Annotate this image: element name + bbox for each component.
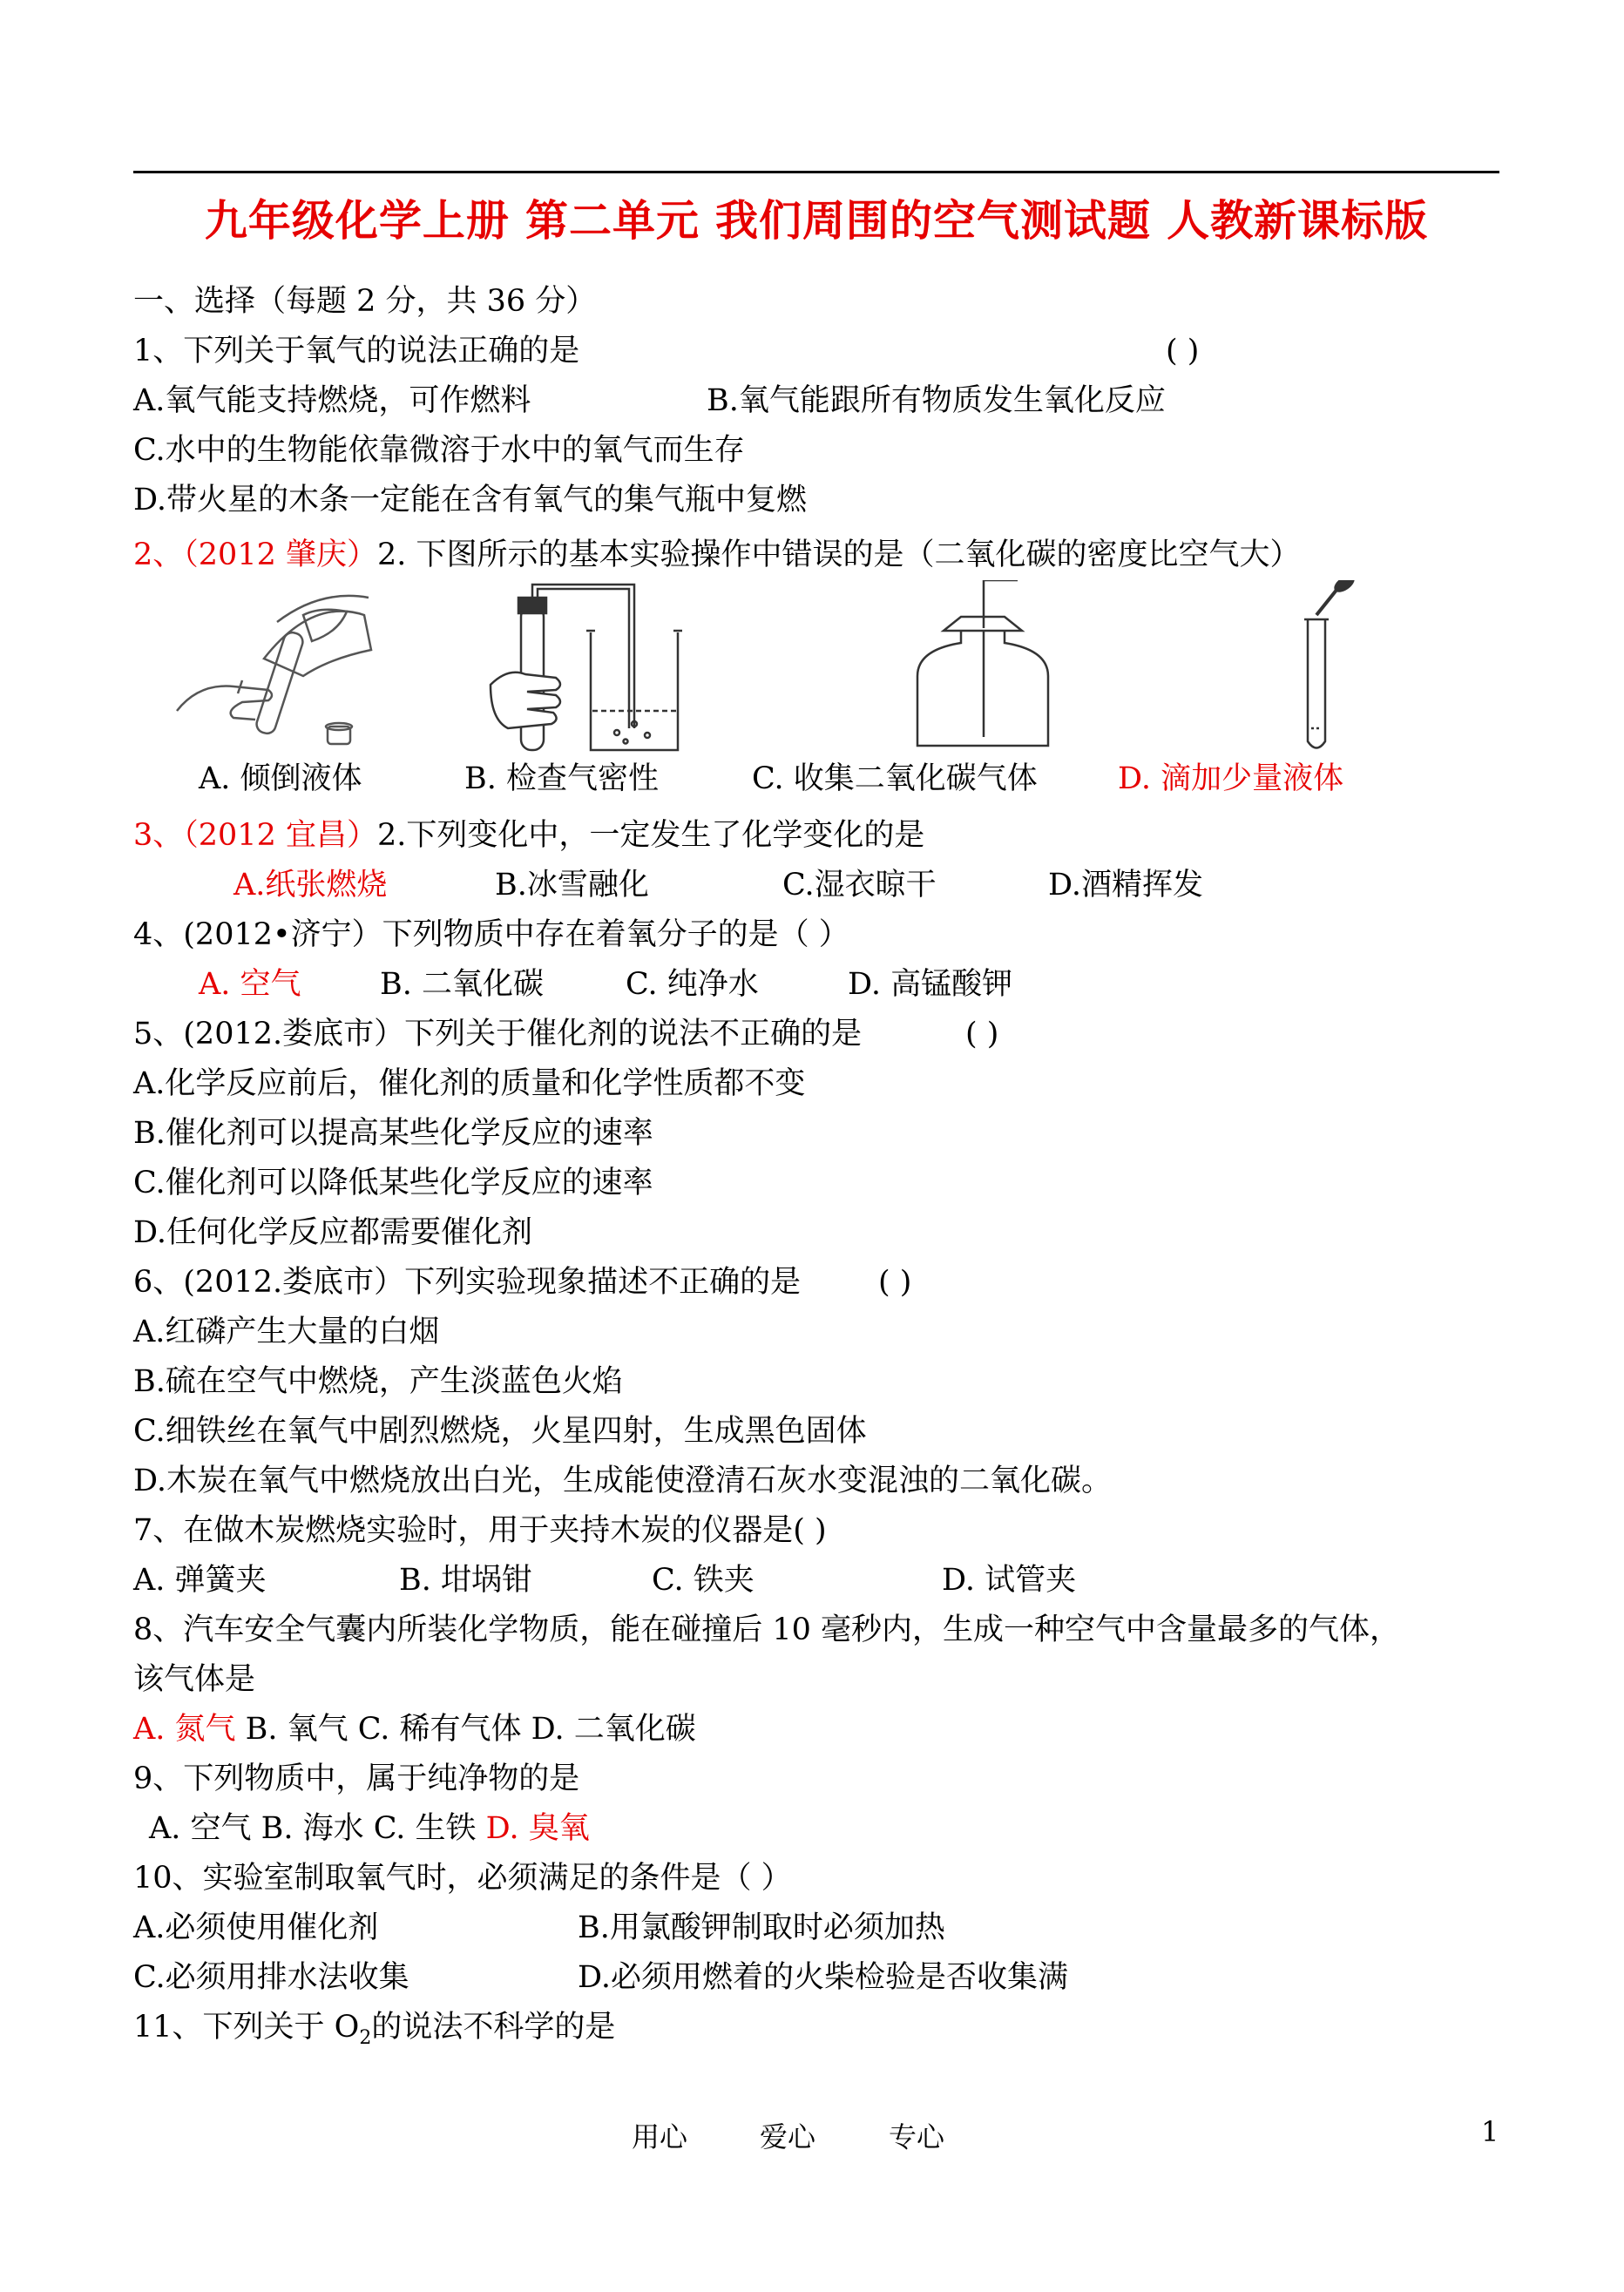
question-9: 9、下列物质中，属于纯净物的是	[133, 1761, 580, 1796]
question-4: 4、(2012•济宁）下列物质中存在着氧分子的是（ ）	[133, 917, 849, 952]
option-b: B.冰雪融化	[495, 868, 649, 903]
option-b: B.硫在空气中燃烧，产生淡蓝色火焰	[133, 1364, 623, 1399]
options-row	[133, 861, 1499, 910]
option-a: A.纸张燃烧	[233, 868, 388, 903]
option-a: A. 氮气	[133, 1712, 236, 1747]
option-a: A. 空气	[199, 967, 301, 1002]
option-a: A.化学反应前后，催化剂的质量和化学性质都不变	[133, 1066, 806, 1101]
section-heading: 一、选择（每题 2 分，共 36 分）	[133, 284, 597, 319]
question-1	[133, 327, 1499, 376]
answer-bracket: ( )	[1166, 334, 1200, 368]
options-rest: A. 空气 B. 海水 C. 生铁	[149, 1811, 486, 1846]
options-row	[133, 376, 1499, 426]
caption-a: A. 倾倒液体	[199, 761, 362, 796]
option-c: C.水中的生物能依靠微溶于水中的氧气而生存	[133, 433, 745, 468]
option-a: A.氧气能支持燃烧，可作燃料	[133, 383, 531, 418]
option-b: B. 二氧化碳	[380, 967, 544, 1002]
option-d: D. 试管夹	[942, 1563, 1077, 1598]
option-c: C.催化剂可以降低某些化学反应的速率	[133, 1166, 653, 1200]
caption-c: C. 收集二氧化碳气体	[752, 761, 1038, 796]
header-rule	[133, 171, 1499, 173]
question-stem: 2.下列变化中，一定发生了化学变化的是	[376, 818, 925, 853]
question-2	[133, 531, 1499, 580]
question-8-continued: 该气体是	[133, 1662, 256, 1697]
option-a: A.必须使用催化剂	[133, 1910, 379, 1945]
footer-text-2: 爱心	[760, 2120, 816, 2153]
option-c: C. 铁夹	[652, 1563, 754, 1598]
caption-b: B. 检查气密性	[464, 761, 659, 796]
option-c: C.必须用排水法收集	[133, 1960, 409, 1995]
footer-text-3: 专心	[889, 2120, 945, 2153]
answer-bracket: ( )	[965, 1017, 999, 1051]
options-row	[133, 1903, 1499, 1953]
option-d: D.带火星的木条一定能在含有氧气的集气瓶中复燃	[133, 483, 807, 517]
question-stem: 2. 下图所示的基本实验操作中错误的是（二氧化碳的密度比空气大）	[376, 538, 1301, 572]
dropper-test-tube-illustration	[1231, 580, 1405, 754]
caption-d: D. 滴加少量液体	[1118, 761, 1344, 796]
question-3	[133, 811, 1499, 861]
option-c: C.细铁丝在氧气中剧烈燃烧，火星四射，生成黑色固体	[133, 1414, 867, 1449]
question-10: 10、实验室制取氧气时，必须满足的条件是（ ）	[133, 1861, 792, 1896]
question-source: （2012 肇庆）	[183, 538, 377, 572]
options-row	[133, 1705, 1499, 1754]
options-rest: B. 氧气 C. 稀有气体 D. 二氧化碳	[235, 1712, 696, 1747]
options-row	[133, 1804, 1499, 1854]
option-d: D.酒精挥发	[1048, 868, 1203, 903]
gas-collection-bottle-illustration	[900, 580, 1074, 754]
subscript: 2	[359, 2027, 372, 2049]
options-row	[133, 1556, 1499, 1606]
question-6	[133, 1258, 1499, 1308]
option-d: D.木炭在氧气中燃烧放出白光，生成能使澄清石灰水变混浊的二氧化碳。	[133, 1464, 1112, 1498]
option-d: D. 臭氧	[485, 1811, 590, 1846]
options-row	[133, 960, 1499, 1010]
options-row	[133, 1953, 1499, 2003]
page-number: 1	[1481, 2115, 1499, 2148]
option-b: B.氧气能跟所有物质发生氧化反应	[707, 383, 1166, 418]
answer-bracket: ( )	[878, 1265, 912, 1300]
option-d: D.任何化学反应都需要催化剂	[133, 1215, 532, 1250]
question-stem: 5、(2012.娄底市）下列关于催化剂的说法不正确的是	[133, 1017, 863, 1051]
question-stem-end: 的说法不科学的是	[371, 2010, 616, 2045]
question-stem: 6、(2012.娄底市）下列实验现象描述不正确的是	[133, 1265, 802, 1300]
page-title: 九年级化学上册 第二单元 我们周围的空气测试题 人教新课标版	[204, 195, 1429, 246]
option-c: C.湿衣晾干	[782, 868, 937, 903]
footer-text-1: 用心	[632, 2120, 688, 2153]
question-5	[133, 1010, 1499, 1059]
figure-row	[133, 580, 1499, 754]
option-a: A.红磷产生大量的白烟	[133, 1315, 440, 1349]
question-7: 7、在做木炭燃烧实验时，用于夹持木炭的仪器是( )	[133, 1513, 827, 1548]
option-b: B.催化剂可以提高某些化学反应的速率	[133, 1116, 653, 1151]
question-stem: 1、下列关于氧气的说法正确的是	[133, 334, 580, 368]
question-11	[133, 2003, 1499, 2052]
question-stem: 11、下列关于 O	[133, 2010, 360, 2045]
pouring-liquid-illustration	[173, 580, 373, 754]
question-source: 3、（2012 宜昌）	[133, 818, 377, 853]
question-list	[133, 277, 1499, 2052]
figure-captions	[133, 754, 1499, 804]
option-b: B. 坩埚钳	[399, 1563, 532, 1598]
option-d: D.必须用燃着的火柴检验是否收集满	[578, 1960, 1068, 1995]
option-d: D. 高锰酸钾	[848, 967, 1013, 1002]
option-c: C. 纯净水	[626, 967, 759, 1002]
option-b: B.用氯酸钾制取时必须加热	[578, 1910, 945, 1945]
option-a: A. 弹簧夹	[133, 1563, 267, 1598]
question-number: 2、	[133, 538, 184, 572]
question-8: 8、汽车安全气囊内所装化学物质，能在碰撞后 10 毫秒内，生成一种空气中含量最多的气体，	[133, 1613, 1401, 1647]
airtightness-check-illustration	[473, 580, 691, 754]
